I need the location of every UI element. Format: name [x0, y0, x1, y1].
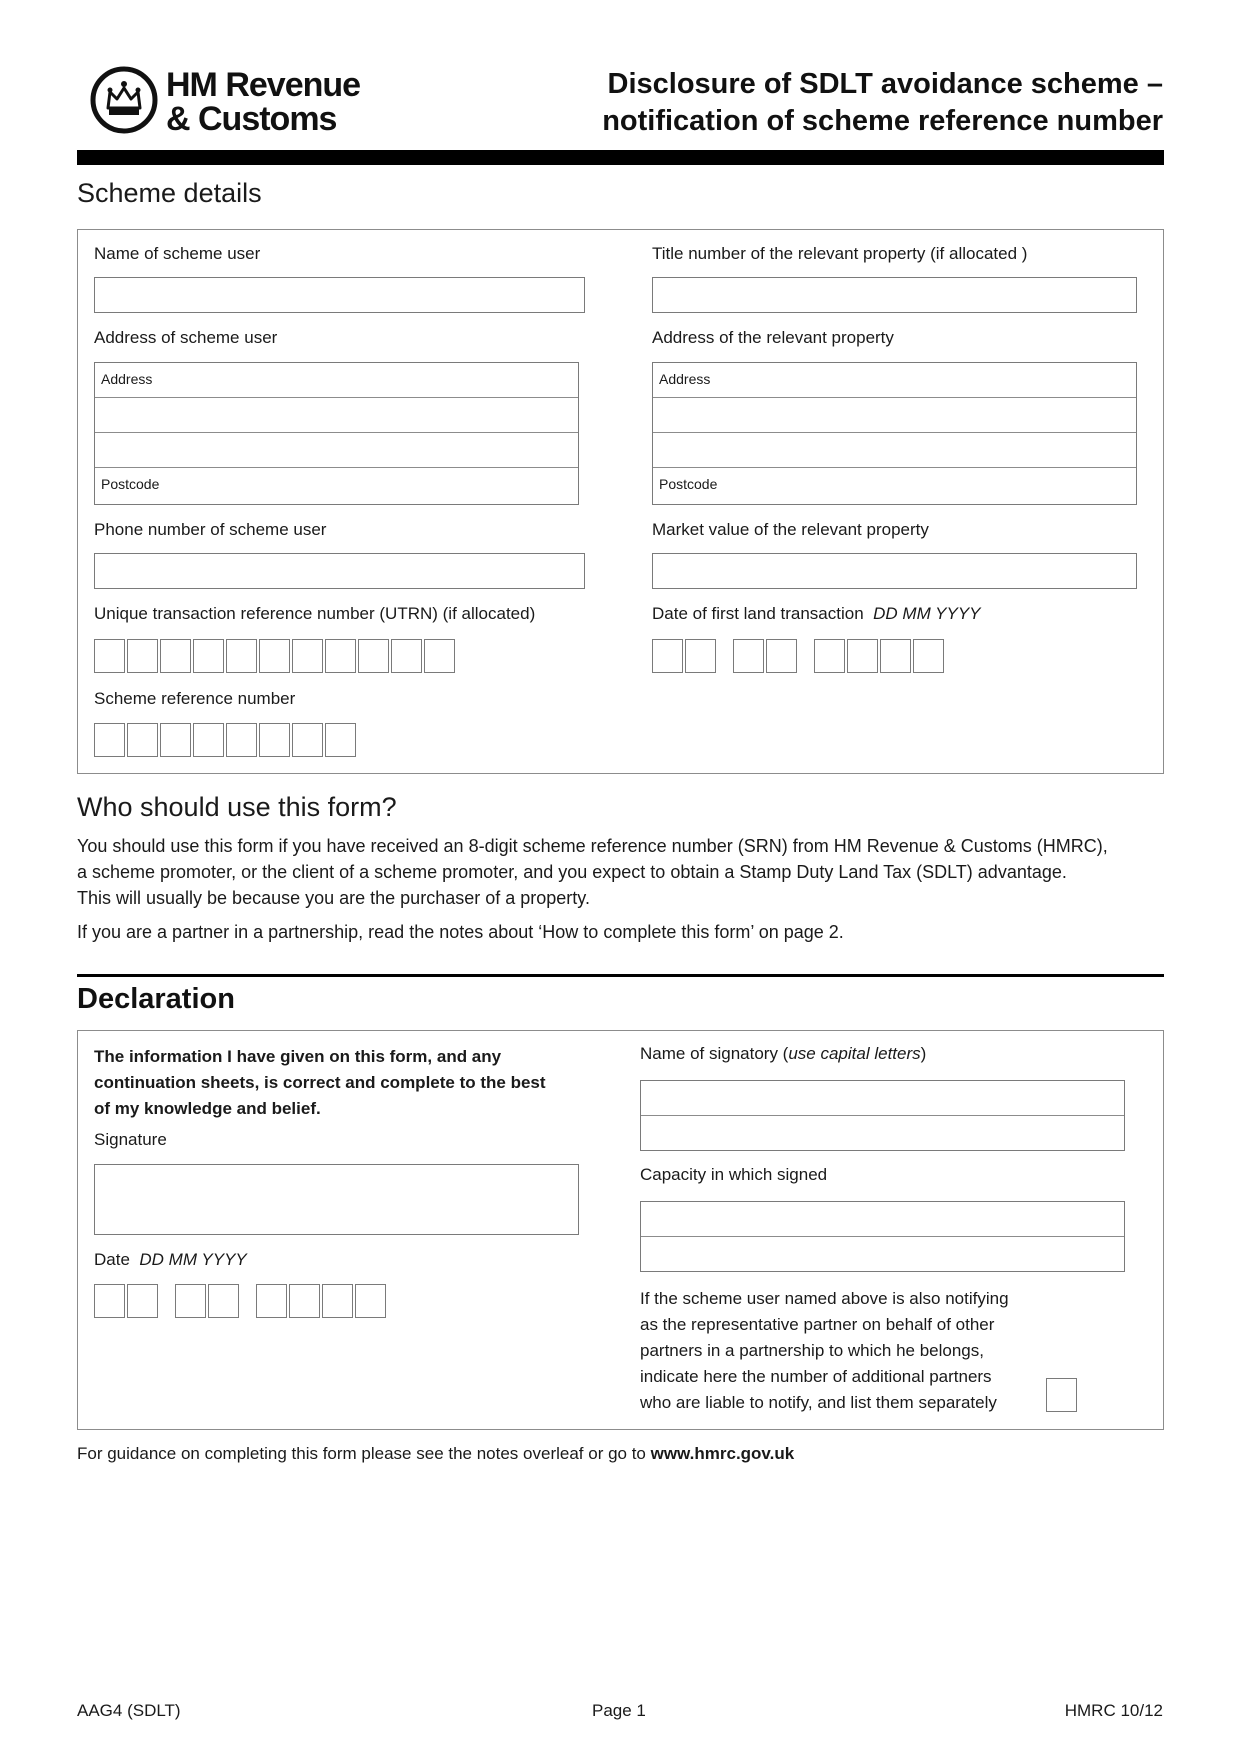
property-address-field[interactable] — [652, 362, 1137, 505]
transaction-date-format-hint: DD MM YYYY — [873, 604, 981, 623]
signatory-label — [640, 1044, 926, 1064]
title-number-field[interactable] — [652, 277, 1137, 313]
capacity-field[interactable] — [640, 1201, 1125, 1272]
declaration-heading: Declaration — [77, 983, 235, 1015]
utrn-digit-cell[interactable] — [259, 639, 290, 673]
date-year-cell[interactable] — [289, 1284, 320, 1318]
srn-digit-cell[interactable] — [325, 723, 356, 757]
declaration-date-format-hint: DD MM YYYY — [139, 1250, 247, 1269]
date-year-cell[interactable] — [880, 639, 911, 673]
utrn-cells — [94, 639, 457, 673]
declaration-date-label-text: Date — [94, 1250, 130, 1269]
srn-digit-cell[interactable] — [94, 723, 125, 757]
date-year-cell[interactable] — [913, 639, 944, 673]
capacity-line-1[interactable] — [641, 1202, 1124, 1237]
guidance-sentence: For guidance on completing this form please see the notes overleaf or go to — [77, 1444, 651, 1463]
property-address-label: Address of the relevant property — [652, 328, 894, 347]
partners-line-3: partners in a partnership to which he belongs, — [640, 1341, 984, 1360]
partners-line-4: indicate here the number of additional partners — [640, 1367, 992, 1386]
user-address-field[interactable] — [94, 362, 579, 505]
date-year-cell[interactable] — [847, 639, 878, 673]
transaction-date-cells — [652, 639, 946, 673]
declaration-date-cells — [94, 1284, 388, 1318]
utrn-digit-cell[interactable] — [193, 639, 224, 673]
transaction-date-label-text: Date of first land transaction — [652, 604, 864, 623]
phone-label: Phone number of scheme user — [94, 520, 327, 539]
user-address-line-2[interactable] — [95, 398, 578, 433]
date-day-cell[interactable] — [94, 1284, 125, 1318]
partners-line-1: If the scheme user named above is also notifying — [640, 1289, 1009, 1308]
hmrc-website-link[interactable]: www.hmrc.gov.uk — [650, 1444, 795, 1463]
title-line-1: Disclosure of SDLT avoidance scheme – — [607, 68, 1163, 100]
utrn-digit-cell[interactable] — [292, 639, 323, 673]
scheme-user-name-field[interactable] — [94, 277, 585, 313]
declaration-divider — [77, 974, 1164, 977]
srn-digit-cell[interactable] — [259, 723, 290, 757]
srn-digit-cell[interactable] — [193, 723, 224, 757]
title-number-label: Title number of the relevant property (if allocated ) — [652, 244, 1028, 263]
header-bar — [77, 150, 1164, 165]
date-day-cell[interactable] — [127, 1284, 158, 1318]
utrn-digit-cell[interactable] — [391, 639, 422, 673]
utrn-digit-cell[interactable] — [424, 639, 455, 673]
market-value-label: Market value of the relevant property — [652, 520, 929, 539]
guidance-text — [77, 1444, 794, 1464]
who-para1-line3: This will usually be because you are the purchaser of a property. — [77, 888, 590, 908]
date-day-cell[interactable] — [685, 639, 716, 673]
signatory-label-close: ) — [920, 1044, 927, 1063]
statement-line-2: continuation sheets, is correct and complete to the best — [94, 1073, 546, 1092]
phone-field[interactable] — [94, 553, 585, 589]
srn-cells — [94, 723, 358, 757]
srn-digit-cell[interactable] — [160, 723, 191, 757]
capacity-line-2[interactable] — [641, 1237, 1124, 1272]
signatory-name-line-2[interactable] — [641, 1116, 1124, 1151]
property-address-line-2[interactable] — [653, 398, 1136, 433]
date-year-cell[interactable] — [256, 1284, 287, 1318]
utrn-digit-cell[interactable] — [226, 639, 257, 673]
date-month-cell[interactable] — [766, 639, 797, 673]
transaction-date-label — [652, 604, 981, 624]
who-para2: If you are a partner in a partnership, read the notes about ‘How to complete this form’ on page 2. — [77, 922, 844, 942]
utrn-digit-cell[interactable] — [127, 639, 158, 673]
who-heading: Who should use this form? — [77, 792, 397, 822]
signatory-hint: use capital letters — [788, 1044, 921, 1063]
document-title — [563, 66, 1163, 140]
utrn-label: Unique transaction reference number (UTRN) (if allocated) — [94, 604, 536, 623]
srn-label: Scheme reference number — [94, 689, 296, 708]
utrn-digit-cell[interactable] — [325, 639, 356, 673]
user-address-line-3[interactable] — [95, 433, 578, 468]
srn-digit-cell[interactable] — [226, 723, 257, 757]
partners-line-5: who are liable to notify, and list them separately — [640, 1393, 997, 1412]
signatory-label-text: Name of signatory ( — [640, 1044, 789, 1063]
date-month-cell[interactable] — [733, 639, 764, 673]
form-code: AAG4 (SDLT) — [77, 1701, 181, 1720]
date-year-cell[interactable] — [355, 1284, 386, 1318]
scheme-details-heading: Scheme details — [77, 178, 262, 208]
srn-digit-cell[interactable] — [292, 723, 323, 757]
crown-crest-icon — [90, 66, 158, 134]
logo-wordmark — [166, 68, 360, 136]
declaration-statement — [94, 1044, 546, 1122]
statement-line-1: The information I have given on this form, and any — [94, 1047, 502, 1066]
property-address-line-3[interactable] — [653, 433, 1136, 468]
user-address-label: Address of scheme user — [94, 328, 278, 347]
additional-partners-count-cell[interactable] — [1046, 1378, 1077, 1412]
who-text — [77, 833, 1164, 953]
property-address-line-1[interactable]: Address — [653, 363, 1136, 398]
form-version: HMRC 10/12 — [1064, 1701, 1163, 1720]
user-postcode-field[interactable]: Postcode — [101, 476, 160, 492]
utrn-digit-cell[interactable] — [160, 639, 191, 673]
srn-digit-cell[interactable] — [127, 723, 158, 757]
date-year-cell[interactable] — [814, 639, 845, 673]
signature-field[interactable] — [94, 1164, 579, 1235]
utrn-digit-cell[interactable] — [358, 639, 389, 673]
signature-label: Signature — [94, 1130, 167, 1149]
page-number: Page 1 — [592, 1701, 646, 1720]
partners-line-2: as the representative partner on behalf of other — [640, 1315, 995, 1334]
who-para1-line1: You should use this form if you have received an 8-digit scheme reference number (SRN) from HM Revenue & Customs (HMRC), — [77, 836, 1108, 856]
scheme-user-name-label: Name of scheme user — [94, 244, 261, 263]
partners-instructions — [640, 1286, 1009, 1416]
date-month-cell[interactable] — [208, 1284, 239, 1318]
user-address-line-1[interactable]: Address — [95, 363, 578, 398]
logo-line-2: & Customs — [166, 100, 337, 138]
signatory-name-line-1[interactable] — [641, 1081, 1124, 1116]
logo-line-1: HM Revenue — [166, 66, 361, 104]
date-day-cell[interactable] — [652, 639, 683, 673]
date-month-cell[interactable] — [175, 1284, 206, 1318]
declaration-date-label — [94, 1250, 247, 1270]
statement-line-3: of my knowledge and belief. — [94, 1099, 321, 1118]
who-para1-line2: a scheme promoter, or the client of a scheme promoter, and you expect to obtain a Stamp Duty Land Tax (SDLT) advantage. — [77, 862, 1067, 882]
property-postcode-field[interactable]: Postcode — [659, 476, 718, 492]
utrn-digit-cell[interactable] — [94, 639, 125, 673]
market-value-field[interactable] — [652, 553, 1137, 589]
capacity-label: Capacity in which signed — [640, 1165, 828, 1184]
title-line-2: notification of scheme reference number — [602, 105, 1163, 137]
date-year-cell[interactable] — [322, 1284, 353, 1318]
hmrc-logo — [90, 66, 370, 138]
signatory-name-field[interactable] — [640, 1080, 1125, 1151]
